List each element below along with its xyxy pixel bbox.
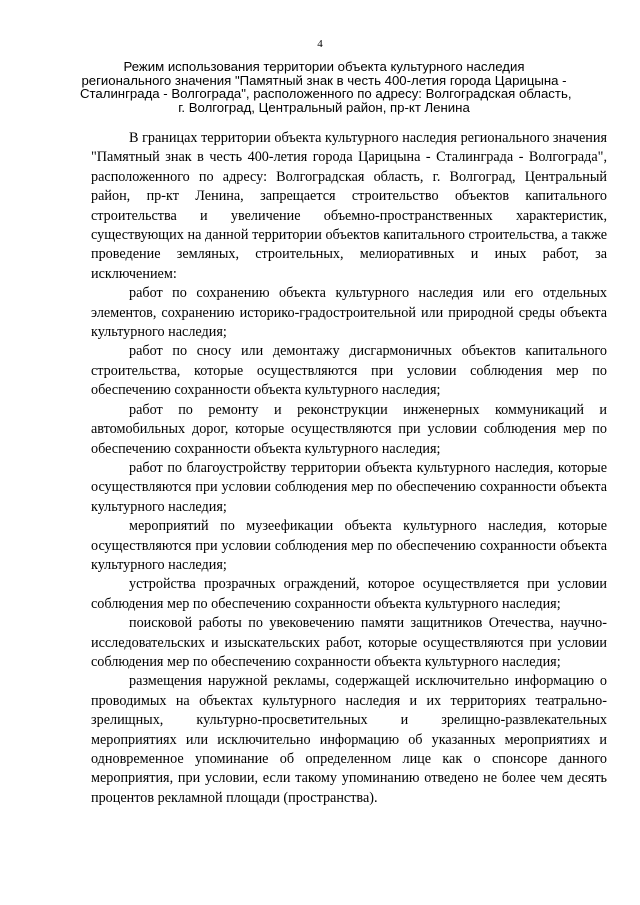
page-number: 4 — [317, 38, 323, 50]
document-title — [80, 59, 572, 115]
exception-item: устройства прозрачных ограждений, которое осуществляется при условии соблюдения мер по обеспечению сохранности объекта культурного наследия; — [91, 576, 607, 612]
exception-item: работ по ремонту и реконструкции инженерных коммуникаций и автомобильных дорог, которые осуществляются при условии соблюдения мер по обеспечению сохранности объекта культурного наследия; — [91, 401, 607, 457]
title-line: регионального значения "Памятный знак в честь 400-летия города Царицына - — [81, 72, 567, 88]
title-line: г. Волгоград, Центральный район, пр-кт Ленина — [178, 99, 470, 115]
exception-item: работ по сносу или демонтажу дисгармоничных объектов капитального строительства, которые осуществляются при условии соблюдения мер по обеспечению сохранности объекта культурного наследия; — [91, 343, 607, 399]
document-body — [91, 129, 607, 808]
exception-item: работ по благоустройству территории объекта культурного наследия, которые осуществляются при условии соблюдения мер по обеспечению сохранности объекта культурного наследия; — [91, 459, 607, 515]
title-line: Режим использования территории объекта культурного наследия — [123, 59, 525, 74]
exception-item: мероприятий по музеефикации объекта культурного наследия, которые осуществляются при условии соблюдения мер по обеспечению сохранности объекта культурного наследия; — [91, 518, 607, 573]
intro-paragraph: В границах территории объекта культурного наследия регионального значения "Памятный знак в честь 400-летия города Царицына - Сталинграда - Волгограда", расположенного по адресу: Волгоградская область, г. Волгоград, Центральный район, пр-кт Ленина, запрещается строительство объектов капитального строительства и увеличение объемно-пространственных характеристик, существующих на данной территории объектов капитального строительства, а также проведение земляных, строительных, мелиоративных и иных работ, за исключением: — [91, 130, 607, 282]
exception-item: работ по сохранению объекта культурного наследия или его отдельных элементов, сохранению историко-градостроительной или природной среды объекта культурного наследия; — [91, 285, 607, 341]
exception-item: размещения наружной рекламы, содержащей исключительно информацию о проводимых на объектах культурного наследия и их территориях театрально-зрелищных, культурно-просветительных и зрелищно-развлекательных мероприятиях или исключительно информацию об указанных мероприятиях и одновременное упоминание об определенном лице как о спонсоре данного мероприятия, при условии, если такому упоминанию отведено не более чем десять процентов рекламной площади (пространства). — [91, 673, 607, 806]
title-line: Сталинграда - Волгограда", расположенного по адресу: Волгоградская область, — [80, 86, 572, 101]
exception-item: поисковой работы по увековечению памяти защитников Отечества, научно-исследовательских и изыскательских работ, которые осуществляются при условии соблюдения мер по обеспечению сохранности объекта культурного наследия; — [91, 615, 607, 670]
